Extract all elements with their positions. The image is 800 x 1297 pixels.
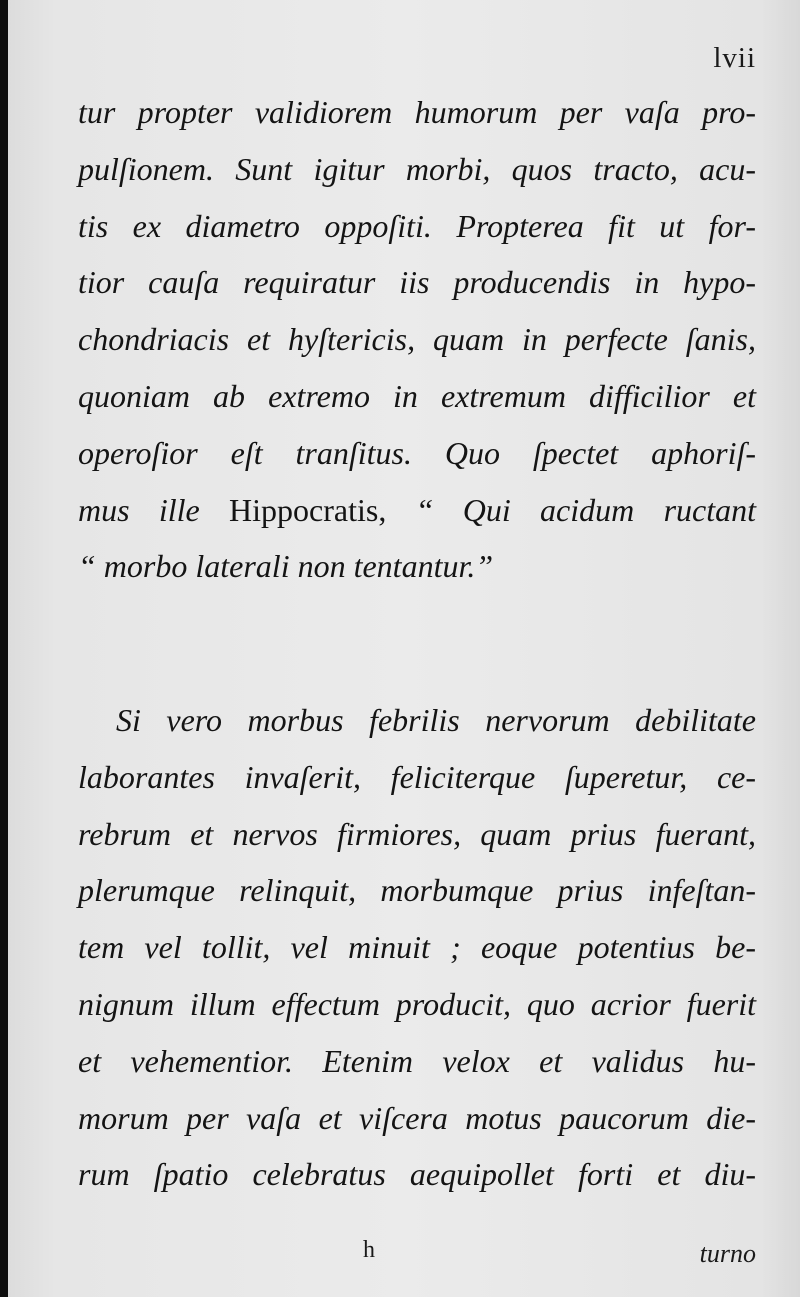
text-line: quoniam ab extremo in extremum difficilior et: [78, 377, 756, 414]
text-line: morum per vaſa et viſcera motus paucorum die-: [78, 1099, 756, 1136]
text-line: laborantes invaſerit, feliciterque ſuperetur, ce-: [78, 758, 756, 795]
text-line: et vehementior. Etenim velox et validus hu-: [78, 1042, 756, 1079]
text-line: operoſior eſt tranſitus. Quo ſpectet aphoriſ-: [78, 434, 756, 471]
text-line: Si vero morbus febrilis nervorum debilitate: [116, 702, 756, 738]
text-line: tur propter validiorem humorum per vaſa pro-: [78, 94, 756, 130]
text-line: tem vel tollit, vel minuit ; eoque potentius be-: [78, 929, 756, 966]
text-line: “ morbo laterali non tentantur.”: [78, 548, 494, 585]
text-line: nignum illum effectum producit, quo acrior fuerit: [78, 985, 756, 1022]
catchword: turno: [699, 1239, 756, 1268]
text-line: plerumque relinquit, morbumque prius infeſtan-: [78, 872, 756, 909]
text-line: chondriacis et hyſtericis, quam in perfecte ſanis,: [78, 321, 756, 358]
text-line: rebrum et nervos firmiores, quam prius fuerant,: [78, 815, 756, 852]
line-text: “ Qui acidum ructant: [386, 491, 756, 528]
page-number: lvii: [713, 42, 756, 74]
text-line: pulſionem. Sunt igitur morbi, quos tracto, acu-: [78, 150, 756, 187]
line-text: mus ille: [78, 491, 230, 528]
paragraph-2: [78, 692, 756, 1203]
roman-name: Hippocratis,: [229, 491, 387, 528]
text-line: tior cauſa requiratur iis producendis in hypo-: [78, 264, 756, 301]
text-line: rum ſpatio celebratus aequipollet forti et diu-: [78, 1156, 756, 1193]
signature-mark: h: [363, 1237, 375, 1263]
paragraph-1: [78, 84, 756, 595]
text-line: [78, 482, 756, 539]
text-line: tis ex diametro oppoſiti. Propterea fit ut for-: [78, 207, 756, 244]
book-page: [8, 0, 800, 1297]
